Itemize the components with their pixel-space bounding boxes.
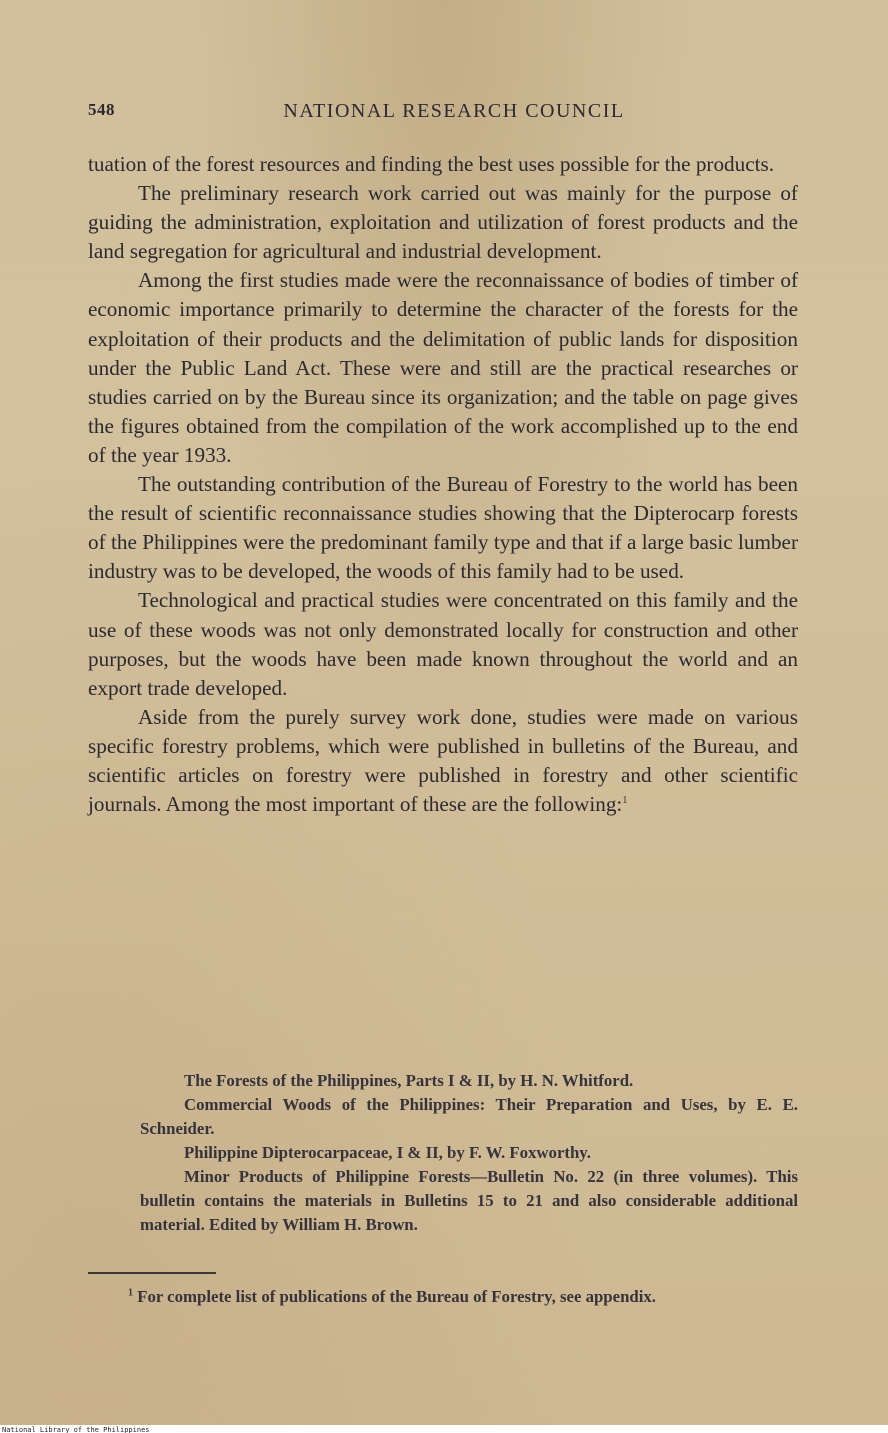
reference-item: The Forests of the Philippines, Parts I & II, by H. N. Whitford.	[184, 1071, 634, 1090]
body-text	[88, 150, 798, 819]
running-head	[88, 100, 800, 126]
reference-list	[140, 1069, 798, 1237]
paragraph	[88, 703, 798, 819]
scan-credit-band	[0, 1425, 888, 1433]
reference-item: Minor Products of Philippine Forests—Bulletin No. 22 (in three volumes). This bulletin contains the materials in Bulletins 15 to 21 and also considerable additional material. Edited by William H. Brown.	[140, 1167, 798, 1234]
footnote-divider	[88, 1272, 216, 1274]
footnote-text: For complete list of publications of the Bureau of Forestry, see appendix.	[137, 1287, 657, 1306]
reference-item: Commercial Woods of the Philippines: Their Preparation and Uses, by E. E. Schneider.	[140, 1095, 798, 1138]
footnote	[88, 1286, 798, 1308]
page-number: 548	[88, 100, 115, 119]
running-title: NATIONAL RESEARCH COUNCIL	[283, 100, 625, 122]
footnote-marker: 1	[128, 1287, 133, 1299]
footnote-reference-marker: 1	[622, 795, 628, 806]
scan-credit: National Library of the Philippines	[2, 1426, 150, 1433]
paragraph-continued: tuation of the forest resources and finding the best uses possible for the products.	[88, 152, 775, 176]
paragraph: The preliminary research work carried out was mainly for the purpose of guiding the administration, exploitation and utilization of forest products and the land segregation for agricultural and industrial development.	[88, 181, 798, 264]
paragraph: Technological and practical studies were concentrated on this family and the use of these woods was not only demonstrated locally for construction and other purposes, but the woods have been made known throughout the world and an export trade developed.	[88, 588, 798, 700]
reference-item: Philippine Dipterocarpaceae, I & II, by F. W. Foxworthy.	[184, 1143, 591, 1162]
paragraph-text: Aside from the purely survey work done, studies were made on various specific forestry problems, which were published in bulletins of the Bureau, and scientific articles on forestry were published in forestry and other scientific journals. Among the most important of these are the following:	[88, 704, 798, 817]
paragraph: The outstanding contribution of the Bureau of Forestry to the world has been the result of scientific reconnaissance studies showing that the Dipterocarp forests of the Philippines were the predominant family type and that if a large basic lumber industry was to be developed, the woods of this family had to be used.	[88, 472, 798, 584]
paragraph: Among the first studies made were the reconnaissance of bodies of timber of economic importance primarily to determine the character of the forests for the exploitation of their products and the delimitation of public lands for disposition under the Public Land Act. These were and still are the practical researches or studies carried on by the Bureau since its organization; and the table on page gives the figures obtained from the compilation of the work accomplished up to the end of the year 1933.	[88, 268, 798, 467]
